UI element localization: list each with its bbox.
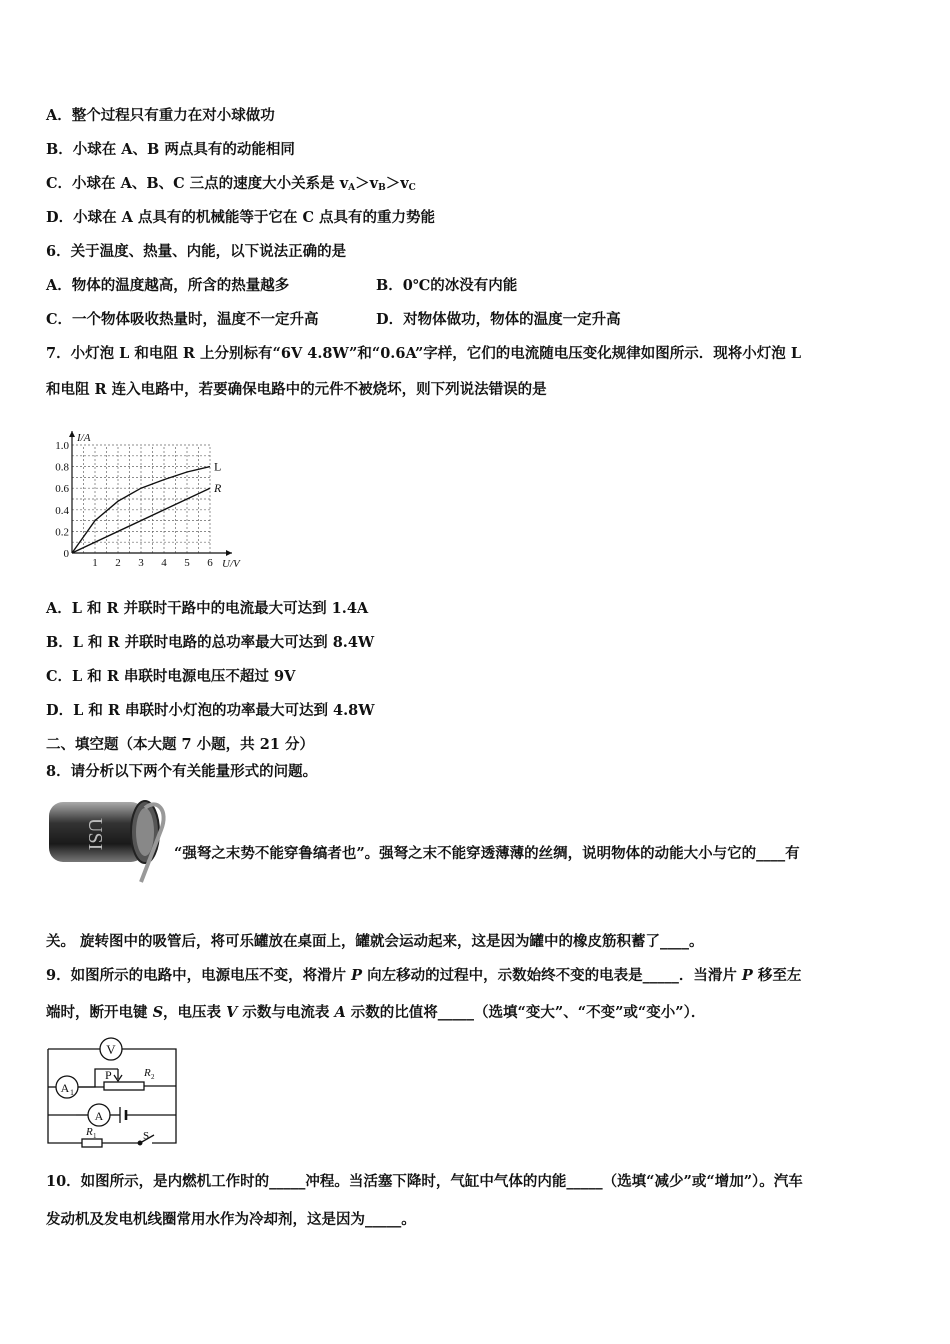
chart-series (72, 460, 222, 553)
q7-option-c: C．L 和 R 串联时电源电压不超过 9V (46, 668, 296, 685)
q9-line1 (46, 964, 801, 985)
slider-label: P (105, 1068, 112, 1082)
symbol-s: S (152, 1004, 164, 1021)
y-axis-arrow (69, 431, 75, 437)
velocity-symbol: v (400, 175, 409, 192)
y-tick-label: 1.0 (55, 440, 69, 452)
x-tick-label: 2 (115, 557, 121, 569)
text-run: 移至左 (752, 967, 802, 984)
series-label-R: R (214, 481, 222, 496)
q7-option-b: B．L 和 R 并联时电路的总功率最大可达到 8.4W (46, 634, 375, 651)
text-run: ，电压表 (163, 1004, 227, 1021)
y-tick-label: 0.4 (55, 504, 69, 517)
iu-chart (40, 420, 260, 580)
can-label: USI (84, 818, 106, 851)
y-tick-label: 0.6 (55, 483, 69, 496)
q7-stem-line1: 7．小灯泡 L 和电阻 R 上分别标有“6V 4.8W”和“0.6A”字样，它们的电流随电压变化规律如图所示．现将小灯泡 L (46, 345, 802, 362)
ammeter-a-label: A (94, 1109, 104, 1123)
wire (78, 1069, 118, 1087)
x-axis-label: U/V (222, 558, 240, 570)
q10-line2: 发动机及发电机线圈常用水作为冷却剂，这是因为_____。 (46, 1211, 416, 1228)
subscript: C (408, 183, 416, 193)
voltmeter-label: V (106, 1042, 116, 1057)
symbol-v: V (226, 1004, 238, 1021)
q8-line2: 关。 旋转图中的吸管后，将可乐罐放在桌面上，罐就会运动起来，这是因为罐中的橡皮筋积蓄了____。 (46, 933, 704, 950)
r1-sub: 1 (93, 1132, 97, 1140)
r2-label: R (144, 1067, 151, 1079)
symbol-p: P (741, 967, 753, 984)
greater-than: ＞ (385, 175, 401, 192)
x-tick-label: 3 (138, 557, 144, 569)
text-run: 示数的比值将_____（选填“变大”、“不变”或“变小”）． (345, 1004, 706, 1021)
q7-option-a: A．L 和 R 并联时干路中的电流最大可达到 1.4A (46, 600, 369, 617)
velocity-symbol: v (339, 175, 349, 192)
q8-line1: “强弩之末势不能穿鲁缟者也”。强弩之末不能穿透薄薄的丝绸，说明物体的动能大小与它的____有 (174, 845, 800, 862)
cola-can-image (45, 790, 170, 885)
text-run: 9．如图所示的电路中，电源电压不变，将滑片 (46, 967, 352, 984)
y-tick-label: 0.8 (55, 461, 69, 474)
x-tick-label: 1 (92, 557, 98, 569)
ammeter-a1-sub: 1 (70, 1088, 74, 1097)
text-run: 向左移动的过程中，示数始终不变的电表是_____．当滑片 (362, 967, 742, 984)
q5-option-c-text: C．小球在 A、B、C 三点的速度大小关系是 (46, 175, 340, 192)
q5-option-c (46, 172, 416, 193)
text-run: 示数与电流表 (237, 1004, 335, 1021)
x-axis-arrow (226, 550, 232, 556)
can-lid-inner (136, 808, 154, 856)
x-tick-label: 6 (207, 557, 213, 569)
x-tick-label: 4 (161, 557, 167, 569)
q6-stem: 6．关于温度、热量、内能，以下说法正确的是 (46, 243, 347, 260)
velocity-symbol: v (369, 175, 379, 192)
q8-stem: 8．请分析以下两个有关能量形式的问题。 (46, 763, 318, 780)
r1-label: R (86, 1126, 93, 1138)
symbol-a: A (334, 1004, 346, 1021)
text-run: 端时，断开电键 (46, 1004, 153, 1021)
y-axis-label: I/A (77, 432, 91, 444)
y-tick-label: 0.2 (55, 526, 69, 539)
q5-option-b: B．小球在 A、B 两点具有的动能相同 (46, 141, 295, 158)
symbol-p: P (351, 967, 363, 984)
rheostat-r2 (104, 1082, 144, 1090)
q9-line2 (46, 1001, 705, 1022)
chart-grid (72, 445, 210, 553)
q6-option-a: A．物体的温度越高，所含的热量越多 (46, 277, 290, 294)
resistor-r1 (82, 1139, 102, 1147)
ammeter-a1-label: A (60, 1081, 70, 1095)
switch-label: S (143, 1130, 150, 1142)
origin-label: 0 (63, 548, 69, 560)
q5-option-d: D．小球在 A 点具有的机械能等于它在 C 点具有的重力势能 (46, 209, 436, 226)
x-tick-label: 5 (184, 557, 190, 569)
q7-stem-line2: 和电阻 R 连入电路中，若要确保电路中的元件不被烧坏，则下列说法错误的是 (46, 381, 547, 398)
q6-option-b: B．0℃的冰没有内能 (376, 277, 518, 294)
q6-option-d: D．对物体做功，物体的温度一定升高 (376, 311, 621, 328)
subscript: A (348, 183, 356, 193)
series-label-L: L (214, 459, 222, 474)
q6-option-c: C．一个物体吸收热量时，温度不一定升高 (46, 311, 319, 328)
wire (152, 1085, 176, 1143)
r2-sub: 2 (151, 1073, 155, 1081)
section-heading: 二、填空题（本大题 7 小题，共 21 分） (46, 736, 314, 753)
q5-option-a: A．整个过程只有重力在对小球做功 (46, 107, 275, 124)
wire (48, 1049, 82, 1143)
greater-than: ＞ (355, 175, 370, 192)
circuit-diagram (40, 1035, 190, 1155)
q7-option-d: D．L 和 R 串联时小灯泡的功率最大可达到 4.8W (46, 702, 375, 719)
q10-line1: 10．如图所示，是内燃机工作时的_____冲程。当活塞下降时，气缸中气体的内能_____（选填“减少”或“增加”）。汽车 (46, 1173, 803, 1190)
subscript: B (378, 183, 386, 193)
